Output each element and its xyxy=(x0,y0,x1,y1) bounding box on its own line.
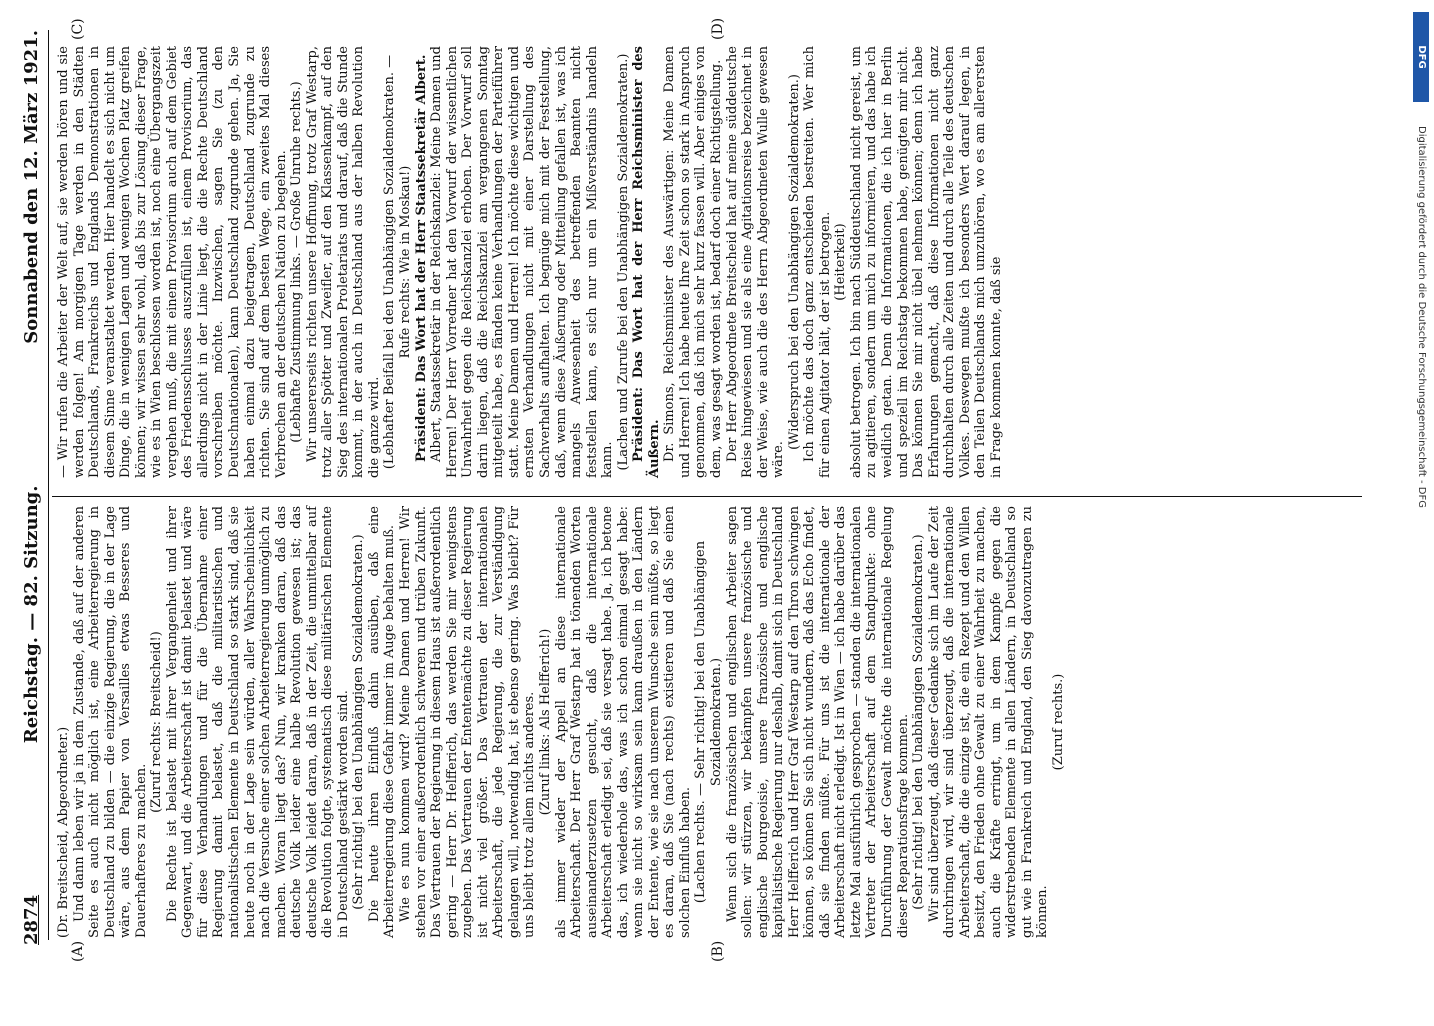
paragraph: Der Herr Abgeordnete Breitscheid hat auf meine süddeutsche Reise hingewiesen und sie als eine Agitationsreise bezeichnet in der Weise, wie auch die des Herrn Abgeordneten Wulle gewesen wäre. xyxy=(724,46,787,478)
paragraph: Die Rechte ist belastet mit ihrer Vergangenheit und ihrer Gegenwart, und die Arbeiterschaft ist damit belastet und wäre für diese Verhandlungen und für die Übernahme einer Regierung damit belastet, daß die militaristischen und nationalistischen Elemente in Deutschland so stark sind, daß sie heute noch in der Lage sein würden, aller Wahrscheinlichkeit nach die Versuche einer solchen Arbeiterregierung unmöglich zu machen. Woran liegt das? Nun, wir kranken daran, daß das deutsche Volk leider eine halbe Revolution gewesen ist; das deutsche Volk leidet daran, daß in der Zeit, die unmittelbar auf die Revolution folgte, systematisch diese militärischen Elemente in Deutschland gestärkt worden sind. xyxy=(164,506,351,938)
president-statement: Präsident: Das Wort hat der Herr Reichsminister des Äußern. xyxy=(631,46,662,478)
interjection: (Widerspruch bei den Unabhängigen Sozialdemokraten.) xyxy=(786,74,802,450)
speaker-note: (Dr. Breitscheid, Abgeordneter.) xyxy=(56,726,71,938)
paragraph: als immer wieder der Appell an diese internationale Arbeiterschaft. Der Herr Graf Westarp hat in tönenden Worten auseinanderzusetzen gesucht, daß die internationale Arbeiterschaft erledigt sei, daß sie versagt habe. Ja, ich betone das, ich wiederhole das, was ich schon einmal gesagt habe: wenn sie nicht so wirksam sein kann draußen in den Ländern der Entente, wie sie nach unserem Wunsche sein müßte, so liegt es daran, daß Sie (nach rechts) existieren und daß Sie einen solchen Einfluß haben. xyxy=(553,506,693,938)
interjection: (Sehr richtig! bei den Unabhängigen Sozialdemokraten.) xyxy=(351,534,367,910)
paragraph: Wie es nun kommen wird? Meine Damen und Herren! Wir stehen vor einer außerordentlich schweren und trüben Zukunft. Das Vertrauen der Regierung in diesem Haus ist außerordentlich gering — Herr Dr. Helfferich, das werden Sie mir wenigstens zugeben. Das Vertrauen der Ententemächte zu dieser Regierung ist nicht viel größer. Das Vertrauen der internationalen Arbeiterschaft, die jede Regierung, die zur Verständigung gelangen will, notwendig hat, ist ebenso gering. Was bleibt? Für uns bleibt trotz allem nichts anderes. xyxy=(398,506,538,938)
session-title: Reichstag. — 82. Sitzung. xyxy=(21,485,42,744)
paragraph: Wir sind überzeugt, daß dieser Gedanke sich im Laufe der Zeit durchringen wird, wir sind überzeugt, daß die internationale Arbeiterschaft, die die einzige ist, die ein Rezept und den Willen besitzt, den Frieden ohne Gewalt zu einer Wahrheit zu machen, auch die Kräfte erringt, um in dem Kampfe gegen die widerstrebenden Elemente in allen Ländern, in Deutschland so gut wie in Frankreich und England, den Sieg davonzutragen zu können. xyxy=(926,506,1051,938)
interjection: (Zuruf rechts: Breitscheid!) xyxy=(149,631,165,813)
left-column xyxy=(56,506,1067,938)
paragraph: Dr. Simons, Reichsminister des Auswärtigen: Meine Damen und Herren! Ich habe heute Ihre Zeit schon so stark in Anspruch genommen, daß ich mich sehr kurz fassen will. Aber einiges von dem, was gesagt worden ist, bedarf doch einer Richtigstellung. xyxy=(662,46,724,478)
right-column xyxy=(56,46,1004,478)
dfg-logo-label: DFG xyxy=(1416,45,1427,69)
margin-marker-a: (A) xyxy=(70,940,86,962)
header-rule xyxy=(48,30,49,940)
paragraph: Albert, Staatssekretär in der Reichskanzlei: Meine Damen und Herren! Der Herr Vorredner hat den Vorwurf der wissentlichen Unwahrheit gegen die Reichskanzlei erhoben. Der Vorwurf soll darin liegen, daß die Reichskanzlei am vergangenen Sonntag mitgeteilt habe, es fänden keine Verhandlungen der Parteiführer statt. Meine Damen und Herren! Ich möchte diese wichtigen und ernsten Verhandlungen nicht mit einer Darstellung des Sachverhalts aufhalten. Ich begnüge mich mit der Feststellung, daß, wenn diese Äußerung oder Mitteilung gefallen ist, was ich mangels Anwesenheit des betreffenden Beamten nicht feststellen kann, es sich nur um ein Mißverständnis handeln kann. xyxy=(429,46,616,478)
margin-marker-d: (D) xyxy=(710,17,726,40)
margin-marker-c: (C) xyxy=(70,18,86,40)
margin-marker-b: (B) xyxy=(710,940,726,962)
interjection: (Lebhafte Zustimmung links. — Große Unruhe rechts.) xyxy=(289,81,305,443)
president-statement: Präsident: Das Wort hat der Herr Staatssekretär Albert. xyxy=(413,54,429,462)
interjection: (Lachen rechts. — Sehr richtig! bei den Unabhängigen Sozialdemokraten.) xyxy=(693,540,724,904)
paragraph: Wenn sich die französischen und englischen Arbeiter sagen sollen: wir stürzen, wir bekämpfen unsere französische und englische Bourgeoisie, unsere französische und englische kapitalistische Regierung nur deshalb, damit sich in Deutschland Herr Helfferich und Herr Graf Westarp auf den Thron schwingen können, so können Sie sich nicht wundern, daß das Echo findet, daß sie finden müßte. Für uns ist die internationale der Arbeiterschaft nicht erledigt. Ist in Wien — ich habe darüber das letzte Mal ausführlich gesprochen — standen die internationalen Vertreter der Arbeiterschaft auf dem Standpunkte: ohne Durchführung der Gewalt möchte die internationale Regelung dieser Reparationsfrage kommen. xyxy=(724,506,911,938)
digitization-note: Digitalisierung gefördert durch die Deutsche Forschungsgemeinschaft - DFG xyxy=(1416,126,1427,509)
interjection: (Lebhafter Beifall bei den Unabhängigen Sozialdemokraten. — Rufe rechts: Wie in Moskau!) xyxy=(382,54,414,470)
paragraph: Und dann leben wir ja in dem Zustande, daß auf der anderen Seite es auch nicht möglich ist, eine Arbeiterregierung in Deutschland zu bilden — die einzige Regierung, die in der Lage wäre, aus dem Papier von Versailles etwas Besseres und Dauerhafteres zu machen. xyxy=(71,506,149,938)
paragraph: absolut betrogen. Ich bin nach Süddeutschland nicht gereist, um zu agitieren, sondern um mich zu informieren, und das habe ich weidlich getan. Denn die Informationen, die ich hier in Berlin und speziell im Reichstag bekommen habe, genügten mir nicht. Das können Sie mir nicht übel nehmen können; denn ich habe Erfahrungen gemacht, daß diese Informationen nicht ganz durchhalten durch alle Zeiten und durch alle Teile des deutschen Volkes. Deswegen mußte ich besonders Wert darauf legen, in den Teilen Deutschlands mich umzuhören, wo es am allerersten in Frage kommen konnte, daß sie xyxy=(848,46,1004,478)
running-header xyxy=(8,30,42,945)
dfg-logo xyxy=(1413,12,1429,102)
session-date: Sonnabend den 12. März 1921. xyxy=(21,30,42,344)
page-number: 2874 xyxy=(21,894,42,945)
interjection: (Heiterkeit) xyxy=(833,223,849,301)
digitization-stamp xyxy=(1413,6,1429,994)
interjection: (Zuruf links: Als Helfferich!) xyxy=(537,628,553,816)
column-divider xyxy=(52,496,1362,497)
paragraph: Die heute ihren Einfluß dahin ausüben, daß eine Arbeiterregierung diese Gefahr immer im Auge behalten muß. xyxy=(366,506,398,938)
paragraph: — Wir rufen die Arbeiter der Welt auf, sie werden hören und sie werden folgen! Am morgigen Tage werden in den Städten Deutschlands, Frankreichs und Englands Demonstrationen in diesem Sinne veranstaltet werden. Hier handelt es sich nicht um Dinge, die in wenigen Lagen und wenigen Wochen Platz greifen können; wir wissen sehr wohl, daß bis zur Lösung dieser Frage, wie es in Wien beschlossen worden ist, noch eine Übergangszeit vergehen muß, die mit einem Provisorium auch auf dem Gebiet des Friedensschlusses auszufüllen ist, einem Provisorium, das allerdings nicht in der Linie liegt, die die Rechte Deutschland vorschreiben möchte. Inzwischen, sagen Sie (zu den Deutschnationalen), kann Deutschland zugrunde gehen. Ja, Sie haben einmal dazu beigetragen, Deutschland zugrunde zu richten. Sie sind auf dem besten Wege, ein zweites Mal dieses Verbrechen an der deutschen Nation zu begehen. xyxy=(56,46,289,478)
paragraph: Ich möchte das doch ganz entschieden bestreiten. Wer mich für einen Agitator hält, der ist betrogen. xyxy=(802,46,833,478)
interjection: (Sehr richtig! bei den Unabhängigen Sozialdemokraten.) xyxy=(911,534,927,910)
interjection: (Zuruf rechts.) xyxy=(1051,673,1066,771)
interjection: (Lachen und Zurufe bei den Unabhängigen Sozialdemokraten.) xyxy=(615,53,631,471)
paragraph: Wir unsererseits richten unsere Hoffnung, trotz Graf Westarp, trotz aller Spötter und Zweifler, auf den Klassenkampf, auf den Sieg des internationalen Proletariats und darauf, daß die Stunde kommt, in der auch in Deutschland aus der halben Revolution die ganze wird. xyxy=(304,46,382,478)
